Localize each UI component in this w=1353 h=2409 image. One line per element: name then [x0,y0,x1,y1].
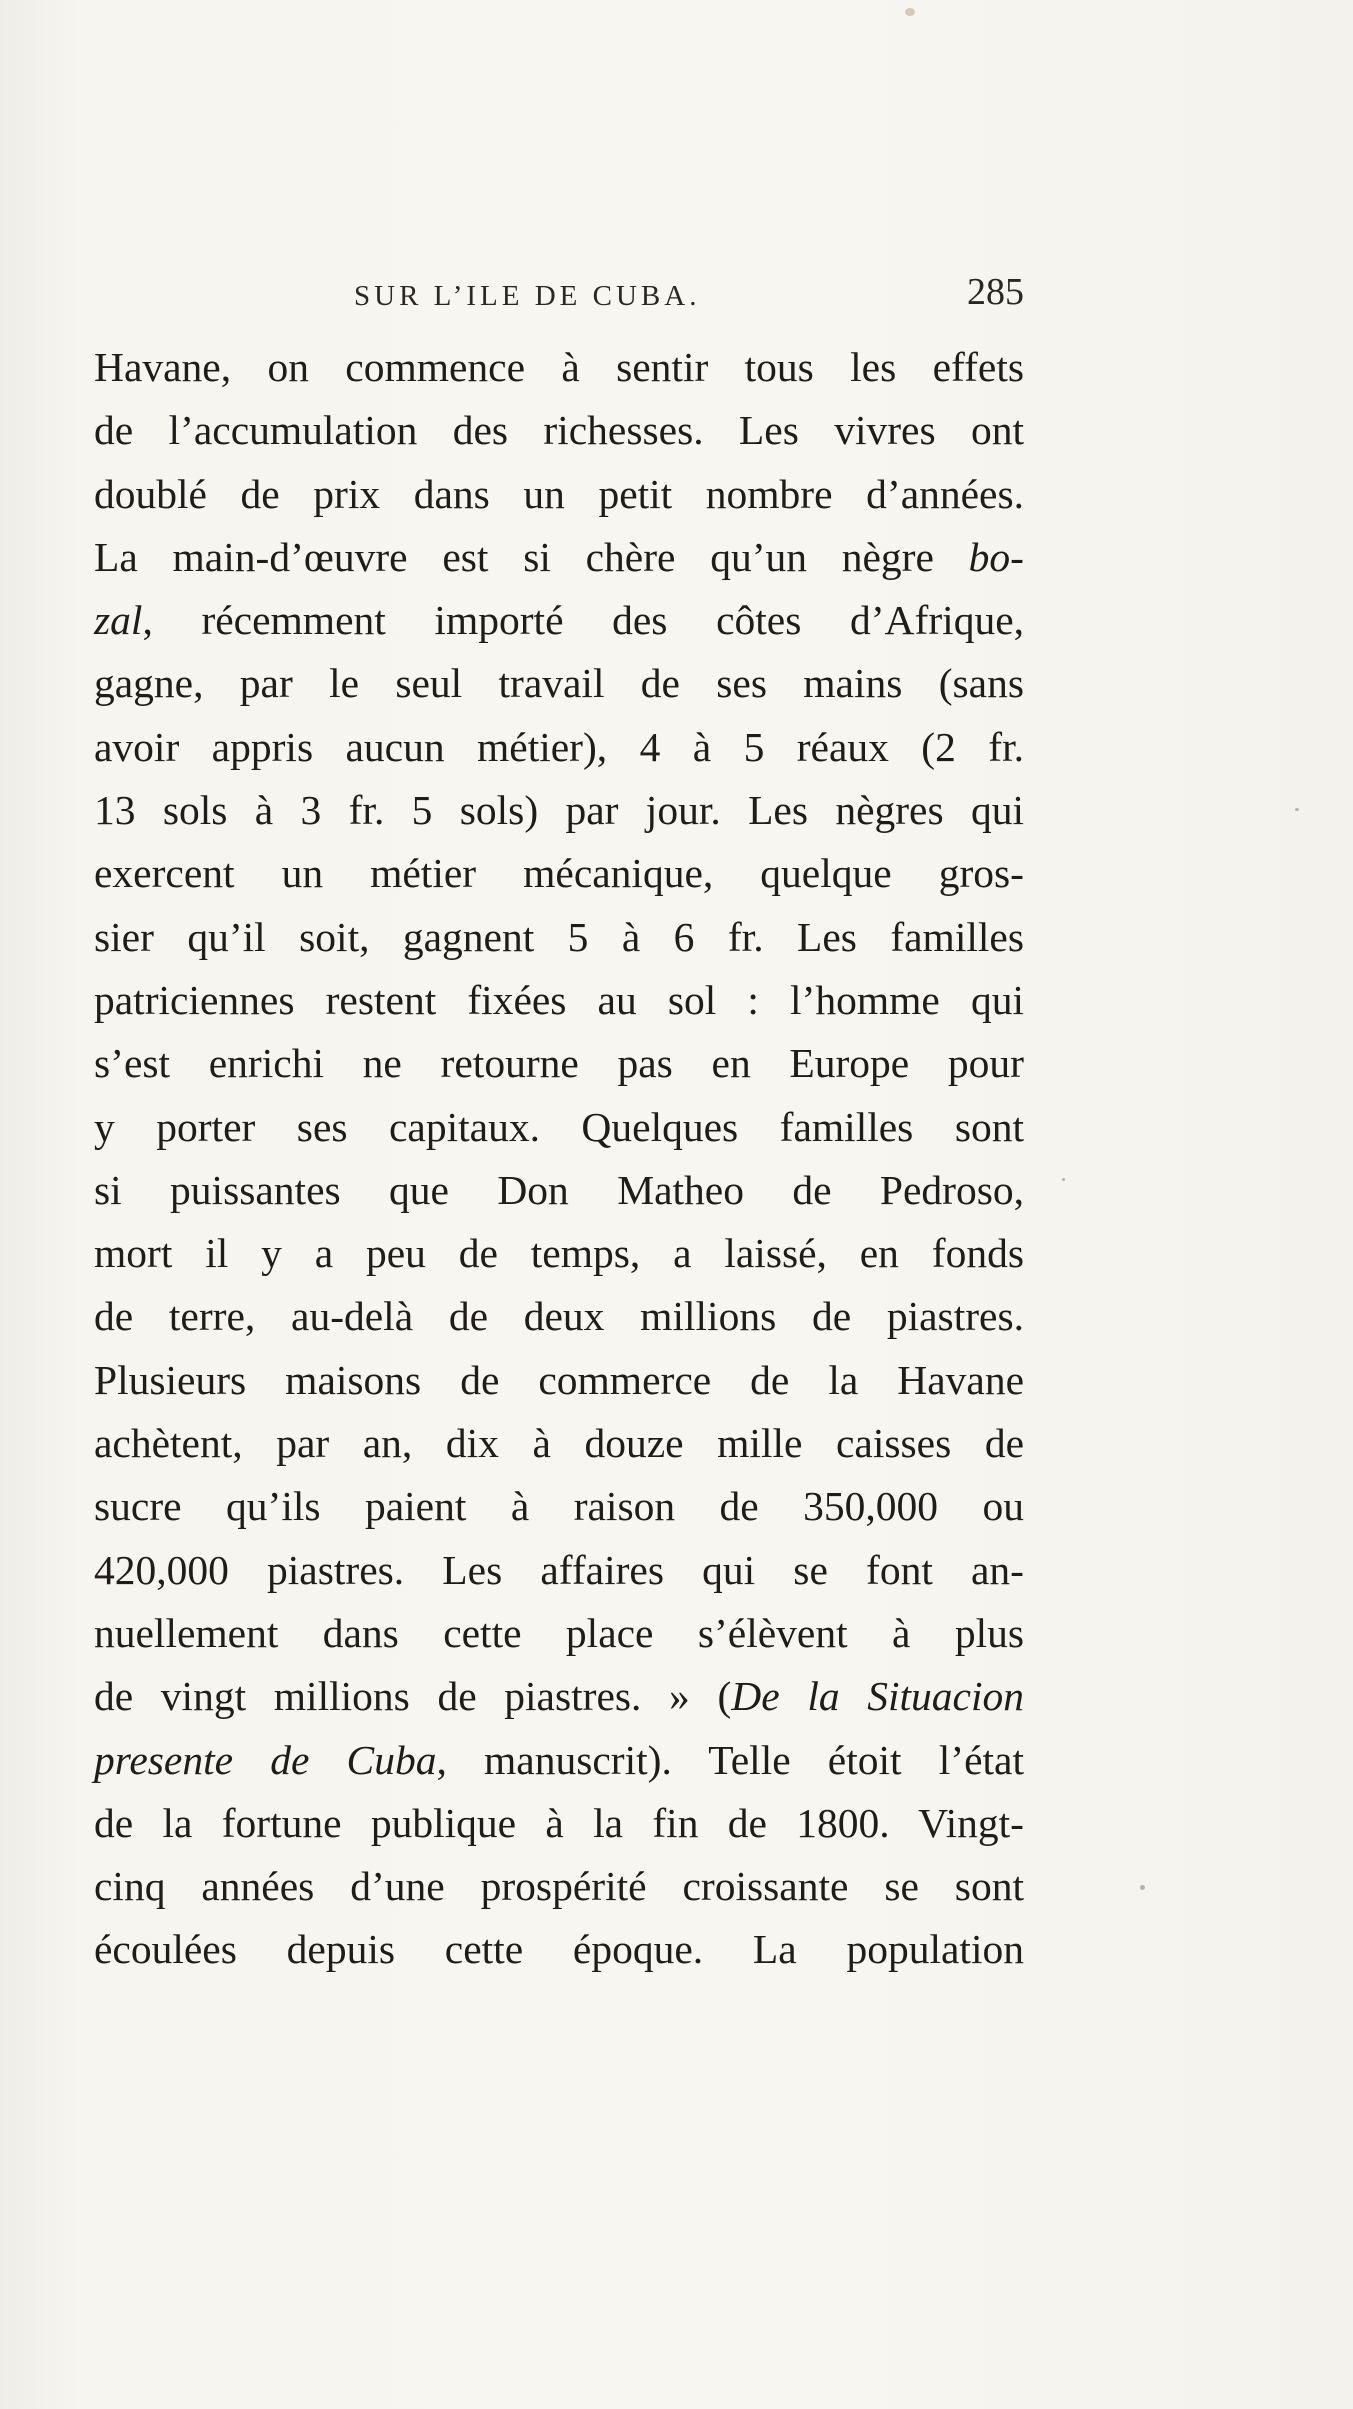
text-run: 13 sols à 3 fr. 5 sols) par jour. Les nègres qui [94,787,1024,834]
italic-text: zal [94,597,143,644]
text-run: Havane, on commence à sentir tous les effets [94,344,1024,390]
text-line [94,336,1024,399]
text-line [94,779,1024,842]
text-line [94,842,1024,905]
text-line [94,1096,1024,1159]
text-line [94,652,1024,715]
text-run: 420,000 piastres. Les affaires qui se font an- [94,1546,1024,1593]
text-run: avoir appris aucun métier), 4 à 5 réaux (2 fr. [94,723,1024,770]
text-line [94,1792,1024,1855]
text-line [94,1159,1024,1222]
text-line [94,716,1024,779]
text-run: Plusieurs maisons de commerce de la Havane [94,1356,1024,1403]
text-run: doublé de prix dans un petit nombre d’années. [94,470,1024,517]
text-line [94,1665,1024,1728]
italic-text: presente de Cuba [94,1736,437,1783]
body-text [94,336,1024,1982]
text-run: de l’accumulation des richesses. Les vivres ont [94,407,1024,454]
text-line [94,1855,1024,1918]
text-line [94,589,1024,652]
text-line [94,1602,1024,1665]
text-line [94,969,1024,1032]
text-run: de terre, au-delà de deux millions de piastres. [94,1293,1024,1340]
text-line [94,1222,1024,1285]
text-run: de la fortune publique à la fin de 1800. Vingt- [94,1799,1024,1846]
paper-speck [1062,1178,1065,1181]
text-line [94,399,1024,462]
text-run: sier qu’il soit, gagnent 5 à 6 fr. Les familles [94,913,1024,960]
paper-speck [905,8,915,16]
text-line [94,526,1024,589]
text-run: , manuscrit). Telle étoit l’état [436,1736,1024,1783]
text-run: y porter ses capitaux. Quelques familles sont [94,1103,1024,1150]
text-run: écoulées depuis cette époque. La population [94,1926,1024,1973]
paper-speck [1140,1885,1145,1890]
text-line [94,1729,1024,1792]
text-run: exercent un métier mécanique, quelque gros- [94,850,1024,897]
text-line [94,1285,1024,1348]
text-line [94,906,1024,969]
text-run: nuellement dans cette place s’élèvent à plus [94,1609,1024,1656]
text-run: , récemment importé des côtes d’Afrique, [142,597,1024,644]
text-line [94,1349,1024,1412]
text-run: cinq années d’une prospérité croissante se sont [94,1863,1024,1910]
text-run: de vingt millions de piastres. » ( [94,1673,732,1720]
text-run: si puissantes que Don Matheo de Pedroso, [94,1166,1024,1213]
italic-text: De la Situacion [731,1673,1024,1720]
text-line [94,1539,1024,1602]
running-head [94,270,1024,320]
text-run: s’est enrichi ne retourne pas en Europe pour [94,1040,1024,1087]
text-line [94,1475,1024,1538]
text-line [94,1412,1024,1475]
text-run: gagne, par le seul travail de ses mains (sans [94,660,1024,707]
text-line [94,1032,1024,1095]
text-run: La main-d’œuvre est si chère qu’un nègre [94,533,969,580]
text-run: sucre qu’ils paient à raison de 350,000 ou [94,1483,1024,1530]
text-run: mort il y a peu de temps, a laissé, en fonds [94,1230,1024,1277]
italic-text: bo- [968,533,1024,580]
text-line [94,463,1024,526]
text-line [94,1918,1024,1981]
text-run: achètent, par an, dix à douze mille caisses de [94,1420,1024,1467]
paper-speck [1295,808,1299,811]
running-title: SUR L’ILE DE CUBA. [354,280,701,312]
page-number: 285 [967,271,1024,313]
text-run: patriciennes restent fixées au sol : l’homme qui [94,976,1024,1023]
